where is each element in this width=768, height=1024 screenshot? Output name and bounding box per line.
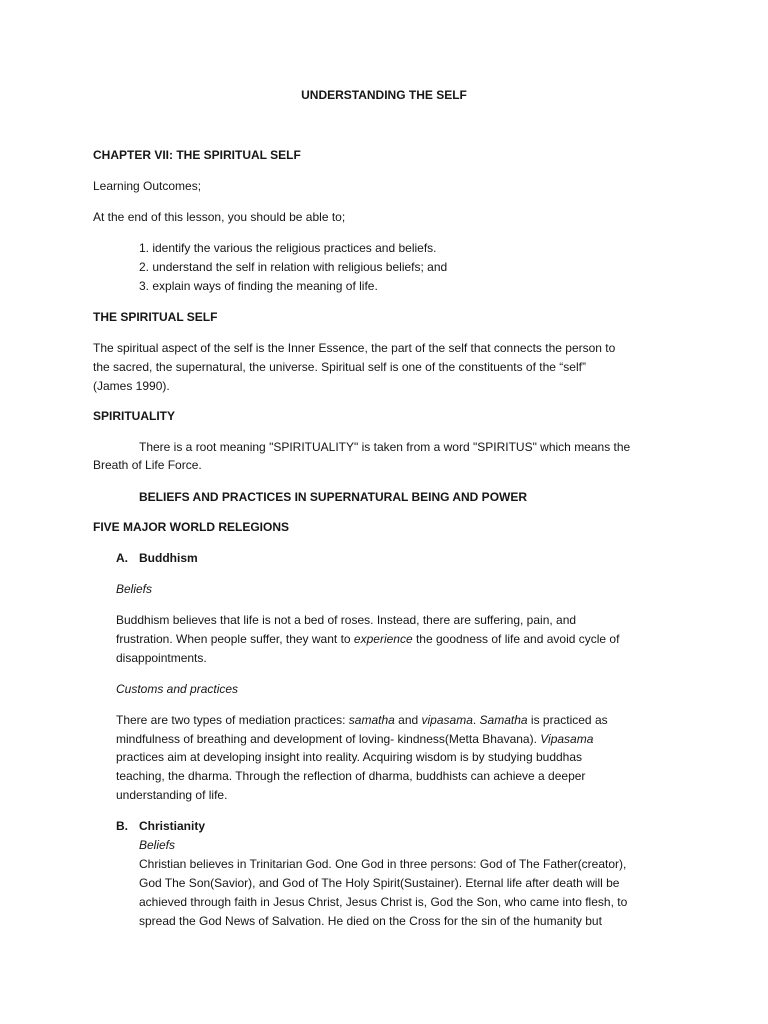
emphasized-text: Samatha [479, 713, 528, 727]
christianity-beliefs-label: Beliefs [139, 838, 176, 852]
text-segment: . [472, 713, 480, 727]
outcome-item: 1. identify the various the religious practices and beliefs. [139, 241, 437, 255]
text-segment: frustration. When people suffer, they want to [116, 632, 354, 646]
text-segment: Buddhism believes that life is not a bed of roses. Instead, there are suffering, pain, and [116, 613, 577, 627]
text-segment: practices aim at developing insight into reality. Acquiring wisdom is by studying buddhas [116, 750, 583, 764]
christianity-marker: B. [116, 819, 128, 833]
outcome-item: 2. understand the self in relation with religious beliefs; and [139, 260, 448, 274]
text-segment: and [394, 713, 422, 727]
emphasized-text: experience [353, 632, 413, 646]
buddhism-beliefs-label: Beliefs [116, 582, 153, 596]
buddhism-beliefs-line [116, 649, 207, 668]
spirituality-paragraph-line: Breath of Life Force. [93, 458, 202, 472]
christianity-beliefs-line: Christian believes in Trinitarian God. One God in three persons: God of The Father(creator), [139, 857, 627, 871]
text-segment: There are two types of mediation practices: [116, 713, 349, 727]
text-segment: mindfulness of breathing and development of loving- kindness(Metta Bhavana). [116, 732, 541, 746]
buddhism-beliefs-line [116, 630, 619, 649]
christianity-beliefs-line: God The Son(Savior), and God of The Holy Spirit(Sustainer). Eternal life after death will be [139, 876, 620, 890]
buddhism-practices-line [116, 767, 585, 786]
text-segment: understanding of life. [116, 788, 228, 802]
emphasized-text: vipasama [421, 713, 473, 727]
outcome-item: 3. explain ways of finding the meaning of life. [139, 279, 378, 293]
buddhism-practices-line [116, 711, 608, 730]
spiritual-self-paragraph-line: The spiritual aspect of the self is the Inner Essence, the part of the self that connects the person to [93, 341, 616, 355]
text-segment: the goodness of life and avoid cycle of [412, 632, 620, 646]
document-title: UNDERSTANDING THE SELF [301, 88, 467, 102]
chapter-heading: CHAPTER VII: THE SPIRITUAL SELF [93, 148, 301, 162]
buddhism-practices-line [116, 786, 227, 805]
spiritual-self-paragraph-line: the sacred, the supernatural, the universe. Spiritual self is one of the constituents of the “self” [93, 360, 586, 374]
learning-outcomes-label: Learning Outcomes; [93, 179, 202, 193]
buddhism-practices-line [116, 730, 593, 749]
spiritual-self-heading: THE SPIRITUAL SELF [93, 310, 218, 324]
spirituality-paragraph-line: There is a root meaning "SPIRITUALITY" is taken from a word "SPIRITUS" which means the [139, 440, 631, 454]
buddhism-marker: A. [116, 551, 128, 565]
emphasized-text: samatha [348, 713, 395, 727]
christianity-heading: Christianity [139, 819, 206, 833]
christianity-beliefs-line: achieved through faith in Jesus Christ, Jesus Christ is, God the Son, who came into flesh, to [139, 895, 628, 909]
buddhism-practices-label: Customs and practices [116, 682, 239, 696]
text-segment: teaching, the dharma. Through the reflection of dharma, buddhists can achieve a deeper [116, 769, 586, 783]
buddhism-practices-line [116, 748, 582, 767]
text-segment: disappointments. [116, 651, 207, 665]
text-segment: is practiced as [527, 713, 608, 727]
buddhism-beliefs-line [116, 611, 576, 630]
beliefs-practices-heading: BELIEFS AND PRACTICES IN SUPERNATURAL BEING AND POWER [139, 490, 528, 504]
spiritual-self-paragraph-line: (James 1990). [93, 379, 170, 393]
spirituality-heading: SPIRITUALITY [93, 409, 176, 423]
buddhism-heading: Buddhism [139, 551, 198, 565]
lesson-intro: At the end of this lesson, you should be able to; [93, 210, 346, 224]
world-religions-heading: FIVE MAJOR WORLD RELEGIONS [93, 520, 290, 534]
emphasized-text: Vipasama [540, 732, 594, 746]
christianity-beliefs-line: spread the God News of Salvation. He died on the Cross for the sin of the humanity but [139, 914, 602, 928]
